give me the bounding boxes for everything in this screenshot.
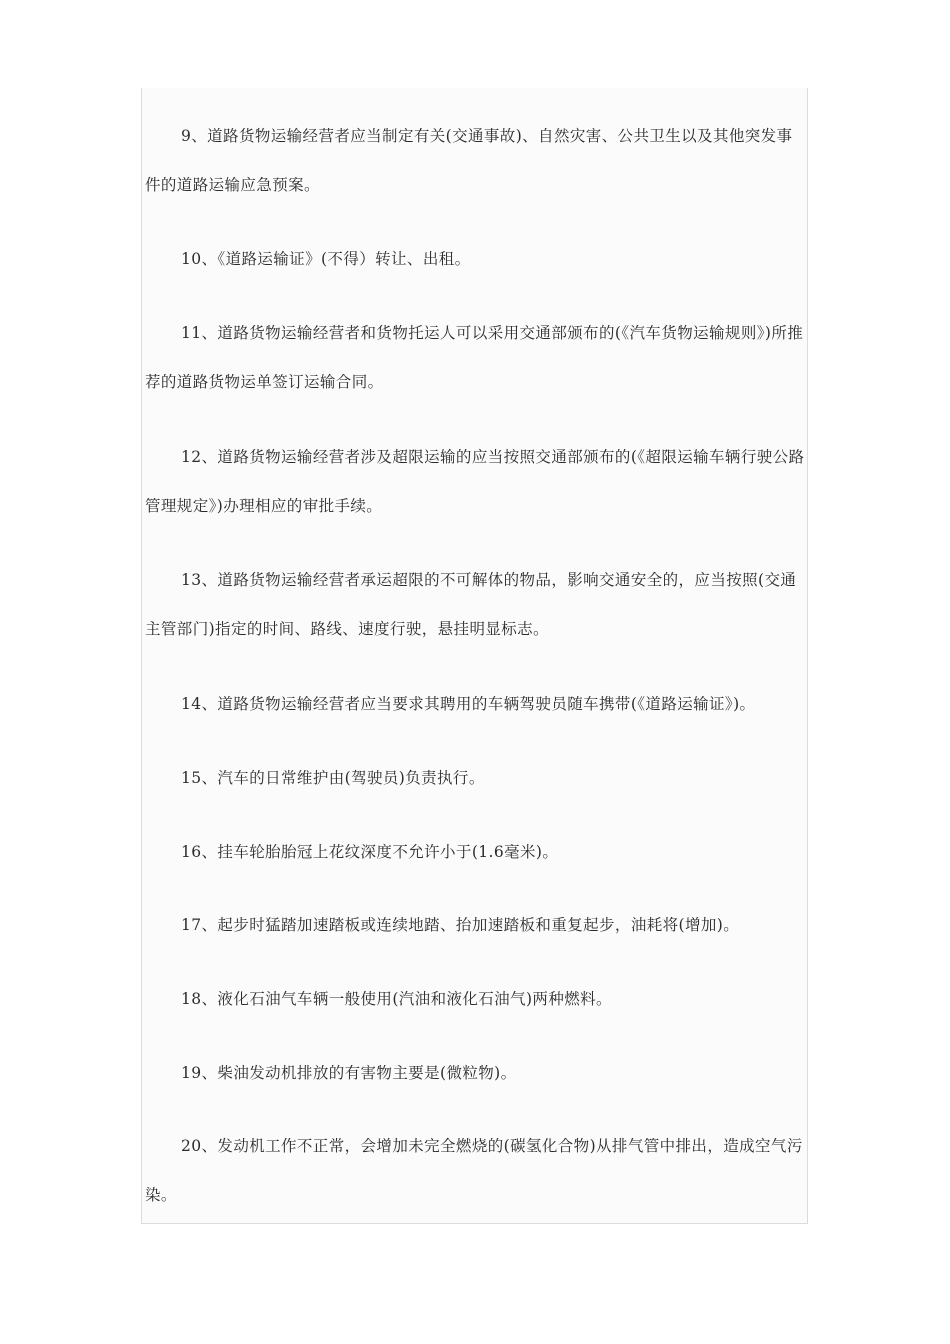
- list-item: 14、道路货物运输经营者应当要求其聘用的车辆驾驶员随车携带(《道路运输证》)。: [181, 695, 756, 713]
- list-item: 15、汽车的日常维护由(驾驶员)负责执行。: [181, 769, 485, 787]
- list-item: 19、柴油发动机排放的有害物主要是(微粒物)。: [181, 1064, 517, 1082]
- document-content-box: [141, 88, 808, 1224]
- list-item: 11、道路货物运输经营者和货物托运人可以采用交通部颁布的(《汽车货物运输规则》)所推荐的道路货物运单签订运输合同。: [145, 324, 804, 391]
- list-item: 12、道路货物运输经营者涉及超限运输的应当按照交通部颁布的(《超限运输车辆行驶公路管理规定》)办理相应的审批手续。: [145, 448, 805, 515]
- list-item: 16、挂车轮胎胎冠上花纹深度不允许小于(1.6毫米)。: [181, 843, 559, 861]
- list-item: 13、道路货物运输经营者承运超限的不可解体的物品，影响交通安全的，应当按照(交通主管部门)指定的时间、路线、速度行驶，悬挂明显标志。: [145, 571, 797, 638]
- list-item: 17、起步时猛踏加速踏板或连续地踏、抬加速踏板和重复起步，油耗将(增加)。: [181, 916, 740, 934]
- list-item: 9、道路货物运输经营者应当制定有关(交通事故)、自然灾害、公共卫生以及其他突发事件的道路运输应急预案。: [145, 127, 793, 194]
- list-item: 18、液化石油气车辆一般使用(汽油和液化石油气)两种燃料。: [181, 990, 612, 1008]
- list-item: 10、《道路运输证》(不得）转让、出租。: [181, 250, 471, 268]
- list-item: 20、发动机工作不正常，会增加未完全燃烧的(碳氢化合物)从排气管中排出，造成空气污染。: [145, 1137, 803, 1204]
